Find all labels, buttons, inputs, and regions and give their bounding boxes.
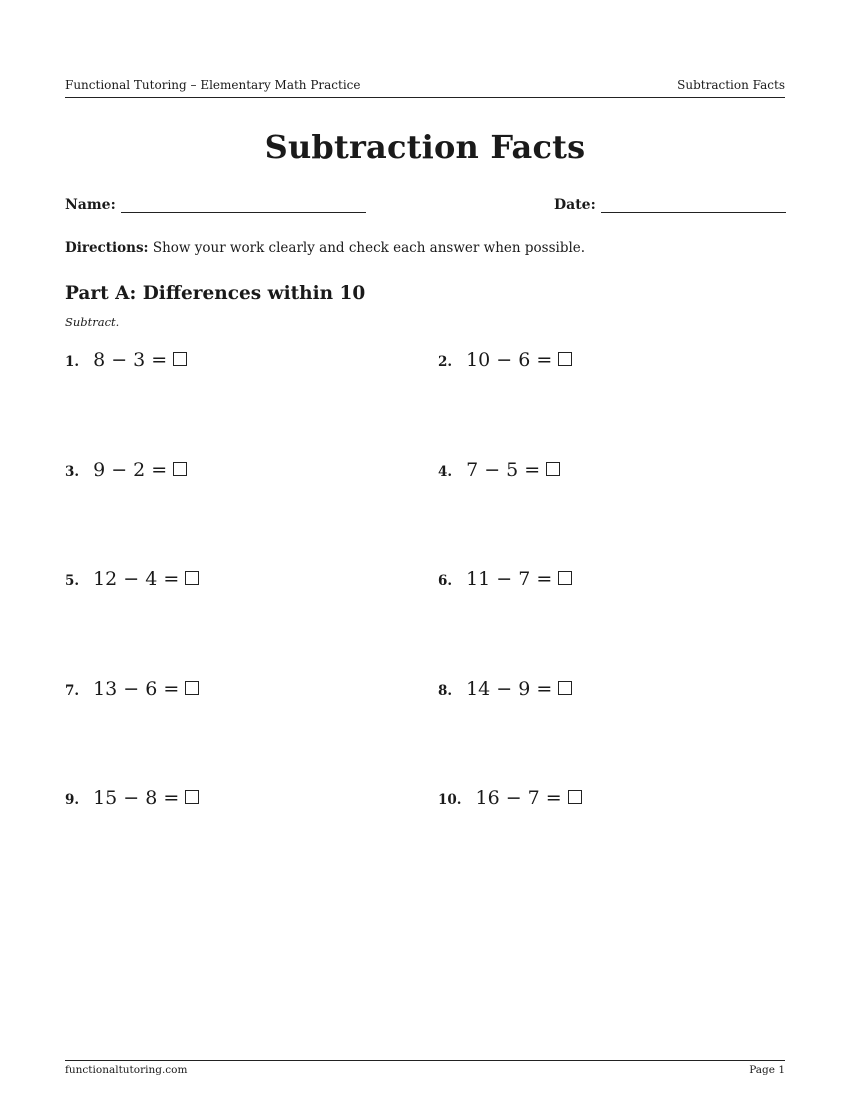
problem-expression: 8 − 3 =: [93, 349, 168, 371]
footer-website: functionaltutoring.com: [65, 1064, 188, 1076]
problem-number: 7.: [65, 682, 80, 699]
directions: [65, 240, 585, 256]
problem-number: 6.: [438, 573, 453, 589]
problem-item: [438, 459, 785, 569]
problem-item: [65, 568, 438, 678]
answer-box[interactable]: [546, 462, 560, 476]
problem-number: 9.: [65, 792, 80, 808]
answer-box[interactable]: [558, 571, 572, 585]
page-header: [65, 78, 785, 98]
problem-expression: 16 − 7 =: [475, 787, 562, 809]
directions-text: Show your work clearly and check each answer when possible.: [148, 240, 586, 256]
problem-expression: 7 − 5 =: [466, 458, 541, 481]
problem-item: [438, 678, 785, 788]
footer-page-number: Page 1: [749, 1064, 785, 1076]
problem-expression: 14 − 9 =: [466, 677, 553, 700]
problem-expression: 11 − 7 =: [466, 568, 553, 590]
problem-expression: 9 − 2 =: [93, 458, 168, 481]
problem-expression: 13 − 6 =: [93, 677, 180, 700]
problem-number: 2.: [438, 354, 453, 370]
date-label: Date:: [554, 197, 596, 213]
problem-item: [438, 787, 785, 897]
problem-expression: 15 − 8 =: [93, 787, 180, 809]
name-label: Name:: [65, 197, 116, 213]
worksheet-page: [65, 0, 785, 1100]
problem-item: [65, 459, 438, 569]
problem-expression: 12 − 4 =: [93, 568, 180, 590]
problem-number: 5.: [65, 573, 80, 589]
name-blank-line[interactable]: [121, 198, 366, 213]
header-left-text: Functional Tutoring – Elementary Math Practice: [65, 78, 361, 92]
answer-box[interactable]: [558, 681, 572, 695]
problem-item: [65, 349, 438, 459]
name-date-row: [65, 197, 785, 217]
page-footer: [65, 1060, 785, 1076]
date-field: [554, 197, 786, 213]
problem-number: 10.: [438, 792, 462, 808]
answer-box[interactable]: [185, 571, 199, 585]
problem-item: [65, 678, 438, 788]
directions-label: Directions:: [65, 240, 149, 256]
answer-box[interactable]: [568, 790, 582, 804]
problem-number: 4.: [438, 463, 453, 480]
date-blank-line[interactable]: [601, 198, 786, 213]
problem-item: [438, 349, 785, 459]
problem-number: 8.: [438, 682, 453, 699]
section-subtitle: Subtract.: [65, 315, 120, 329]
answer-box[interactable]: [173, 352, 187, 366]
problem-number: 3.: [65, 463, 80, 480]
section-title: Part A: Differences within 10: [65, 283, 366, 304]
problem-number: 1.: [65, 354, 80, 370]
answer-box[interactable]: [173, 462, 187, 476]
answer-box[interactable]: [185, 681, 199, 695]
answer-box[interactable]: [185, 790, 199, 804]
problem-grid: [65, 349, 785, 897]
problem-item: [65, 787, 438, 897]
answer-box[interactable]: [558, 352, 572, 366]
problem-item: [438, 568, 785, 678]
page-title: Subtraction Facts: [264, 128, 586, 166]
name-field: [65, 197, 366, 213]
header-right-text: Subtraction Facts: [677, 78, 785, 92]
problem-expression: 10 − 6 =: [466, 349, 553, 371]
